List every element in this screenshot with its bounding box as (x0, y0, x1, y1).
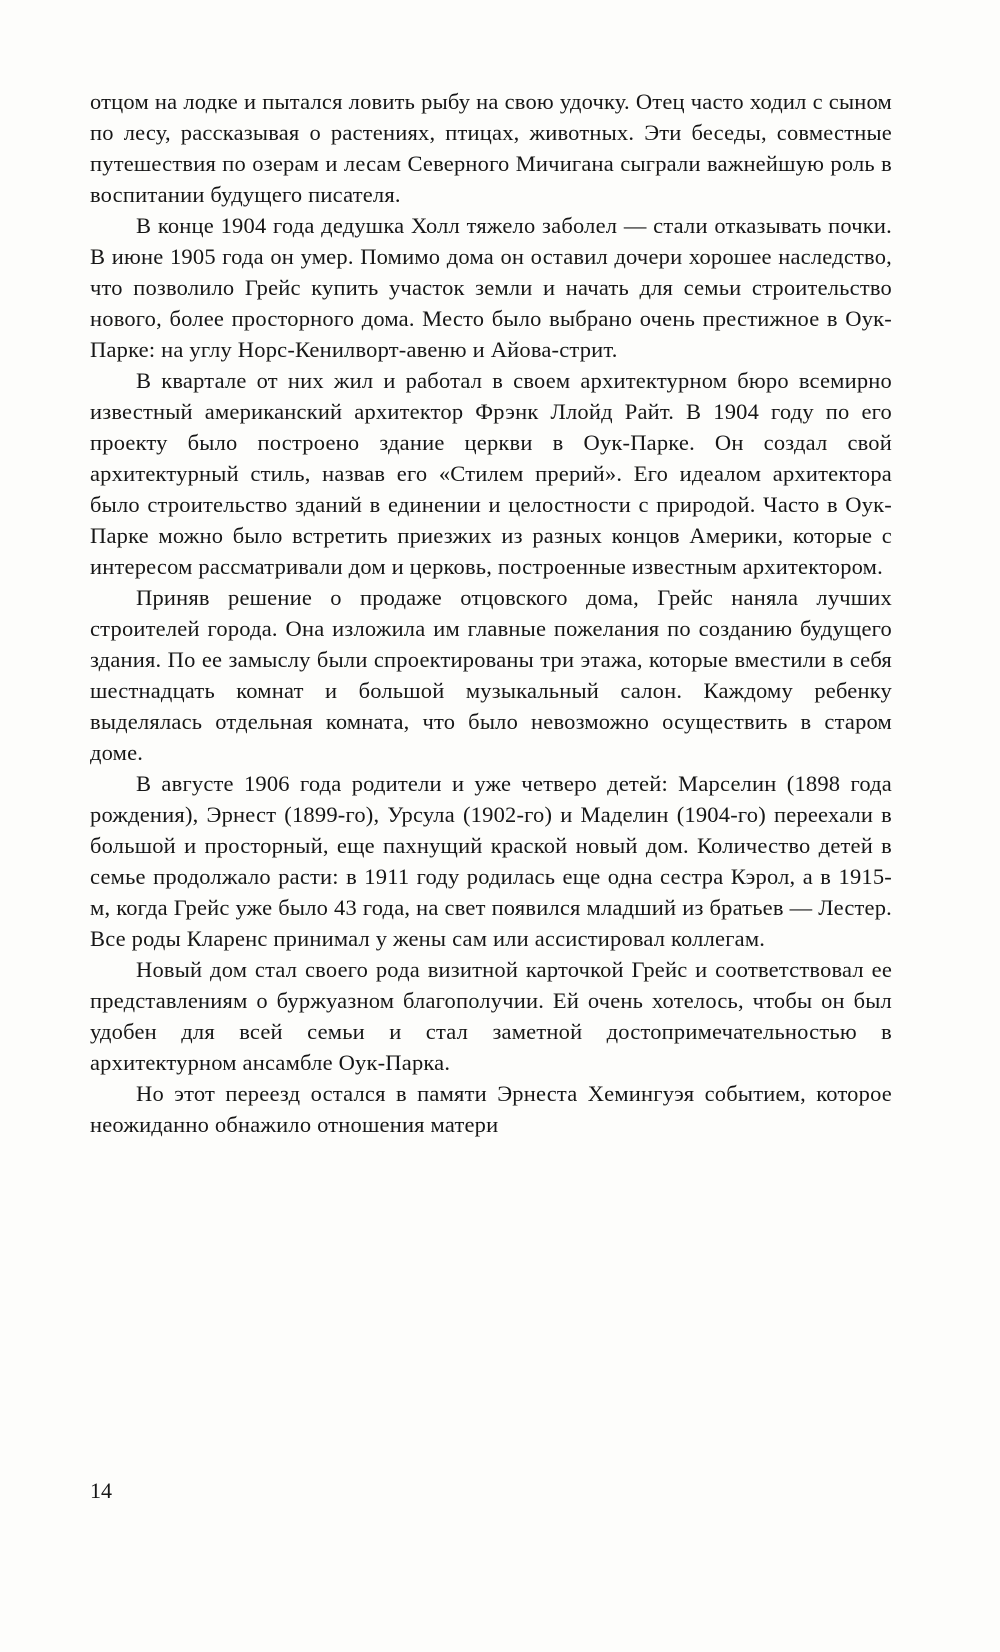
paragraph: В августе 1906 года родители и уже четверо детей: Марселин (1898 года рождения), Эрнест (1899-го), Урсула (1902-го) и Маделин (1904-го) переехали в большой и просторный, еще пахнущий краской новый дом. Количество детей в семье продолжало расти: в 1911 году родилась еще одна сестра Кэрол, а в 1915-м, когда Грейс уже было 43 года, на свет появился младший из братьев — Лестер. Все роды Кларенс принимал у жены сам или ассистировал коллегам. (90, 771, 892, 951)
paragraph: В конце 1904 года дедушка Холл тяжело заболел — стали отказывать почки. В июне 1905 года он умер. Помимо дома он оставил дочери хорошее наследство, что позволило Грейс купить участок земли и начать для семьи строительство нового, более просторного дома. Место было выбрано очень престижное в Оук-Парке: на углу Норс-Кенилворт-авеню и Айова-стрит. (90, 213, 892, 362)
paragraph: Приняв решение о продаже отцовского дома, Грейс наняла лучших строителей города. Она изложила им главные пожелания по созданию будущего здания. По ее замыслу были спроектированы три этажа, которые вместили в себя шестнадцать комнат и большой музыкальный салон. Каждому ребенку выделялась отдельная комната, что было невозможно осуществить в старом доме. (90, 585, 892, 765)
paragraph: Новый дом стал своего рода визитной карточкой Грейс и соответствовал ее представлениям о буржуазном благополучии. Ей очень хотелось, чтобы он был удобен для всей семьи и стал заметной достопримечательностью в архитектурном ансамбле Оук-Парка. (90, 957, 892, 1075)
page-text (90, 86, 892, 1140)
paragraph: отцом на лодке и пытался ловить рыбу на свою удочку. Отец часто ходил с сыном по лесу, рассказывая о растениях, птицах, животных. Эти беседы, совместные путешествия по озерам и лесам Северного Мичигана сыграли важнейшую роль в воспитании будущего писателя. (90, 89, 892, 207)
page-number: 14 (90, 1478, 112, 1503)
paragraph: Но этот переезд остался в памяти Эрнеста Хемингуэя событием, которое неожиданно обнажило отношения матери (90, 1081, 892, 1137)
paragraph: В квартале от них жил и работал в своем архитектурном бюро всемирно известный американский архитектор Фрэнк Ллойд Райт. В 1904 году по его проекту было построено здание церкви в Оук-Парке. Он создал свой архитектурный стиль, назвав его «Стилем прерий». Его идеалом архитектора было строительство зданий в единении и целостности с природой. Часто в Оук-Парке можно было встретить приезжих из разных концов Америки, которые с интересом рассматривали дом и церковь, построенные известным архитектором. (90, 368, 892, 579)
